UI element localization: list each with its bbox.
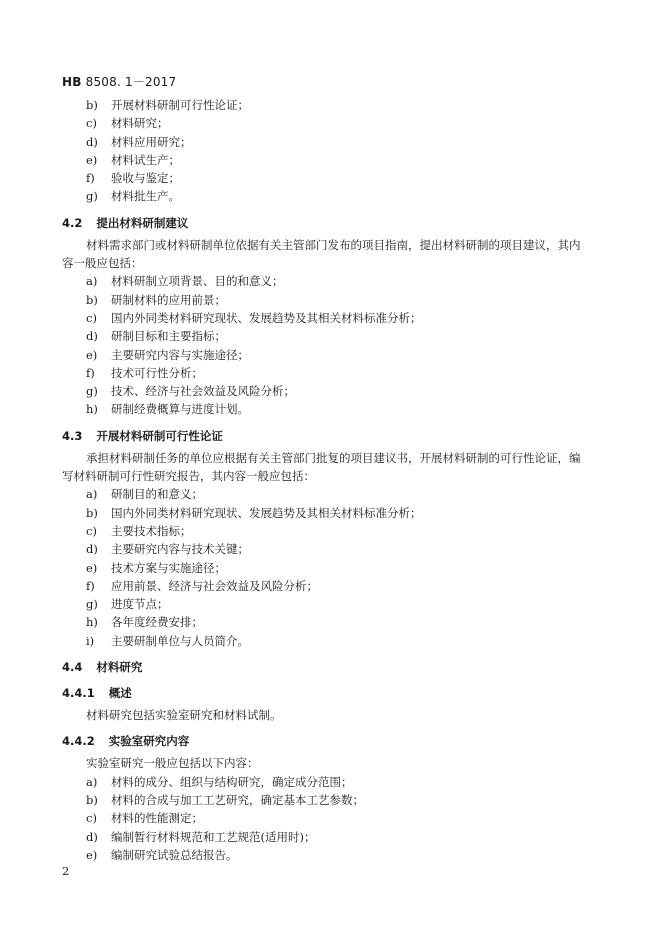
list-label: a) <box>86 774 98 789</box>
list-label: a) <box>86 487 98 502</box>
list-label: b) <box>86 792 98 807</box>
list-item <box>62 485 602 503</box>
stage-list <box>62 96 602 206</box>
list-label: c) <box>86 523 97 538</box>
list-item <box>62 309 602 327</box>
list-label: a) <box>86 274 98 289</box>
section-number: 4.4.1 <box>62 686 95 701</box>
list-item <box>62 577 602 595</box>
list-item <box>62 559 602 577</box>
list-text: 研制目的和意义； <box>111 487 203 502</box>
list-item <box>62 846 602 864</box>
section-intro-continued: 容一般应包括： <box>62 256 143 271</box>
section-title: 开展材料研制可行性论证 <box>96 428 223 443</box>
list-item <box>62 613 602 631</box>
section-number: 4.4.2 <box>62 734 95 749</box>
section-intro-continued: 写材料研制可行性研究报告，其内容一般应包括： <box>62 469 315 484</box>
list-text: 编制研究试验总结报告。 <box>111 847 238 862</box>
list-text: 主要研究内容与技术关键； <box>111 542 249 557</box>
section-heading-4-2 <box>62 214 602 232</box>
list-text: 材料的成分、组织与结构研究，确定成分范围； <box>111 774 353 789</box>
feasibility-content-list <box>62 485 602 650</box>
list-text: 开展材料研制可行性论证； <box>111 98 249 112</box>
list-text: 材料批生产。 <box>111 189 180 204</box>
list-item <box>62 169 602 187</box>
section-title: 实验室研究内容 <box>108 734 190 749</box>
list-item <box>62 809 602 827</box>
standard-number: 8508. 1－2017 <box>81 75 177 89</box>
list-text: 研制经费概算与进度计划。 <box>111 402 249 417</box>
list-text: 国内外同类材料研究现状、发展趋势及其相关材料标准分析； <box>111 310 422 325</box>
list-item <box>62 291 602 309</box>
list-text: 进度节点； <box>111 597 169 612</box>
section-title: 概述 <box>108 686 132 701</box>
list-label: f) <box>86 578 95 593</box>
list-text: 材料应用研究； <box>111 134 192 149</box>
list-label: g) <box>86 189 98 204</box>
list-label: f) <box>86 171 95 186</box>
list-label: e) <box>86 347 98 362</box>
list-text: 应用前景、经济与社会效益及风险分析； <box>111 578 318 593</box>
list-item <box>62 828 602 846</box>
list-text: 材料试生产； <box>111 152 180 167</box>
list-text: 研制材料的应用前景； <box>111 292 226 307</box>
list-item <box>62 114 602 132</box>
list-text: 编制暂行材料规范和工艺规范(适用时)； <box>111 829 316 844</box>
list-label: c) <box>86 811 97 826</box>
list-text: 材料研究； <box>111 116 169 131</box>
list-label: b) <box>86 292 98 307</box>
list-text: 材料的合成与加工工艺研究，确定基本工艺参数； <box>111 792 364 807</box>
list-text: 技术可行性分析； <box>111 365 203 380</box>
section-title: 提出材料研制建议 <box>96 215 189 230</box>
list-label: d) <box>86 542 98 557</box>
list-text: 主要研究内容与实施途径； <box>111 347 249 362</box>
list-label: c) <box>86 116 97 131</box>
list-label: h) <box>86 615 98 630</box>
standard-code-header <box>62 73 176 90</box>
list-item <box>62 791 602 809</box>
list-label: f) <box>86 365 95 380</box>
section-intro: 材料需求部门或材料研制单位依据有关主管部门发布的项目指南，提出材料研制的项目建议，其内 <box>86 237 581 252</box>
section-heading-4-3 <box>62 427 602 445</box>
list-text: 技术方案与实施途径； <box>111 560 226 575</box>
list-item <box>62 632 602 650</box>
list-text: 主要技术指标； <box>111 523 192 538</box>
section-heading-4-4-2 <box>62 732 602 750</box>
page-body <box>62 96 602 864</box>
list-item <box>62 151 602 169</box>
list-text: 各年度经费安排； <box>111 615 203 630</box>
list-label: g) <box>86 384 98 399</box>
list-label: e) <box>86 152 98 167</box>
proposal-content-list <box>62 272 602 418</box>
list-label: b) <box>86 505 98 520</box>
list-item <box>62 773 602 791</box>
list-label: g) <box>86 597 98 612</box>
list-item <box>62 187 602 205</box>
list-text: 验收与鉴定； <box>111 171 180 186</box>
section-number: 4.4 <box>62 660 83 675</box>
list-item <box>62 382 602 400</box>
section-intro: 实验室研究一般应包括以下内容： <box>86 756 259 771</box>
section-number: 4.2 <box>62 215 83 230</box>
list-text: 研制目标和主要指标； <box>111 329 226 344</box>
list-item <box>62 400 602 418</box>
list-text: 主要研制单位与人员简介。 <box>111 633 249 648</box>
list-item <box>62 96 602 114</box>
list-label: e) <box>86 560 98 575</box>
list-label: b) <box>86 98 98 112</box>
list-item <box>62 346 602 364</box>
section-number: 4.3 <box>62 428 83 443</box>
list-item <box>62 327 602 345</box>
list-label: h) <box>86 402 98 417</box>
lab-research-list <box>62 773 602 864</box>
list-item <box>62 540 602 558</box>
list-text: 技术、经济与社会效益及风险分析； <box>111 384 295 399</box>
page-number: 2 <box>62 864 70 878</box>
section-heading-4-4 <box>62 658 602 676</box>
section-text: 材料研究包括实验室研究和材料试制。 <box>86 708 282 723</box>
section-heading-4-4-1 <box>62 684 602 702</box>
list-label: d) <box>86 134 98 149</box>
list-item <box>62 504 602 522</box>
list-item <box>62 595 602 613</box>
list-label: c) <box>86 310 97 325</box>
list-label: d) <box>86 329 98 344</box>
list-label: i) <box>86 633 95 648</box>
list-item <box>62 522 602 540</box>
standard-prefix: HB <box>62 75 82 89</box>
list-text: 材料研制立项背景、目的和意义； <box>111 274 284 289</box>
section-title: 材料研究 <box>96 660 143 675</box>
list-item <box>62 364 602 382</box>
list-text: 国内外同类材料研究现状、发展趋势及其相关材料标准分析； <box>111 505 422 520</box>
list-label: e) <box>86 847 98 862</box>
section-intro: 承担材料研制任务的单位应根据有关主管部门批复的项目建议书，开展材料研制的可行性论证，编 <box>86 450 581 465</box>
list-item <box>62 133 602 151</box>
list-text: 材料的性能测定； <box>111 811 203 826</box>
list-label: d) <box>86 829 98 844</box>
list-item <box>62 272 602 290</box>
